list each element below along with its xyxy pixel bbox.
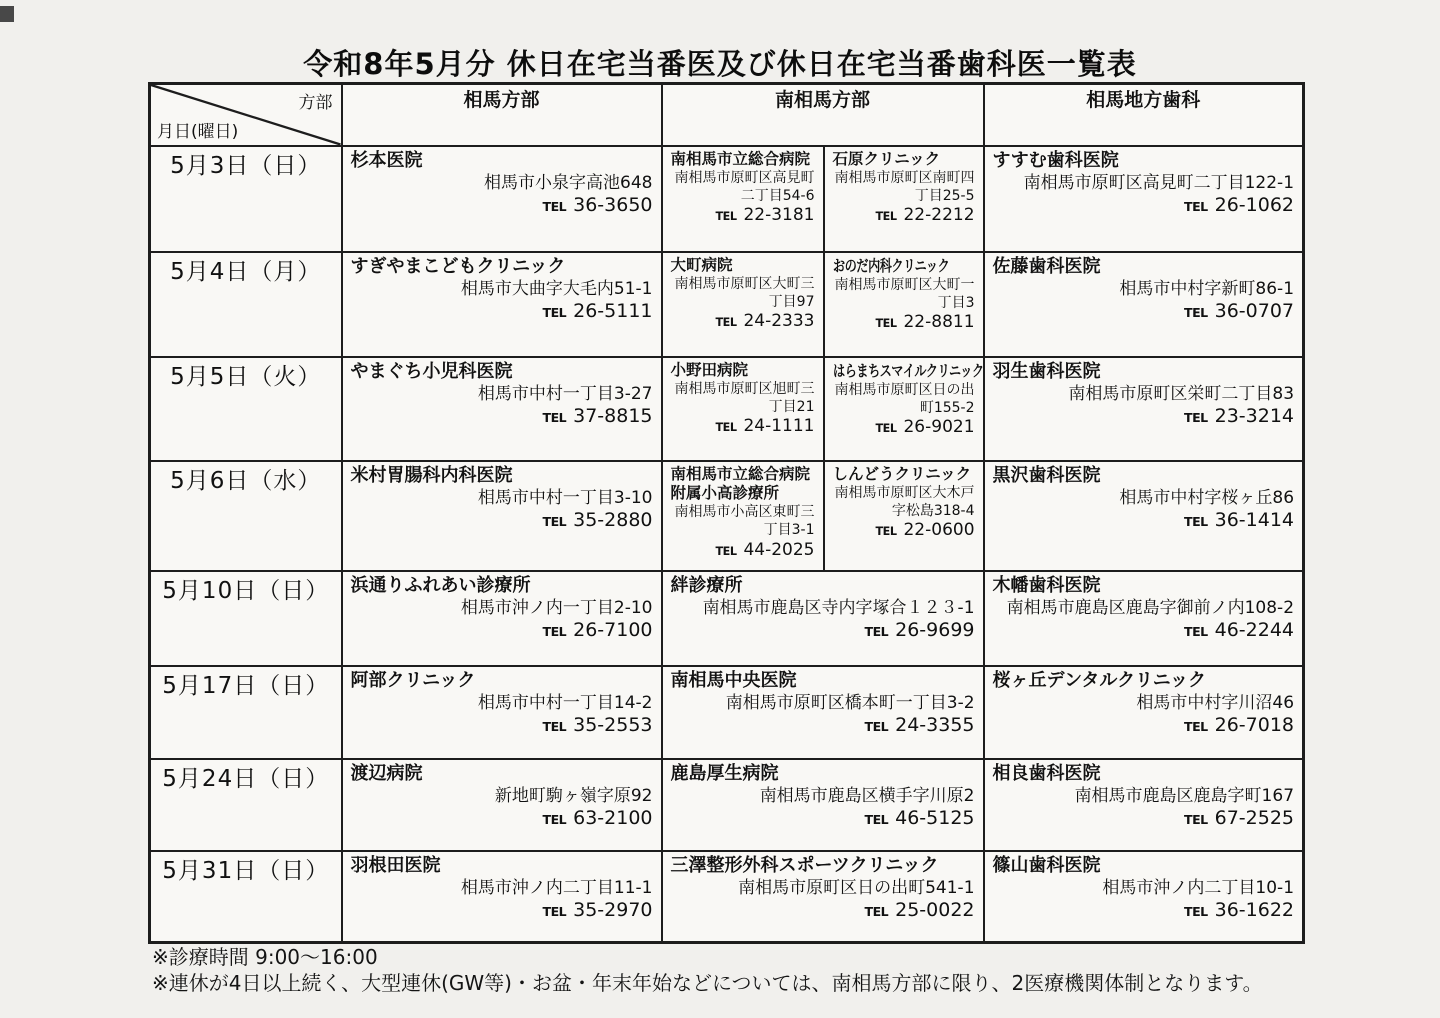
tel-number: 35-2970 bbox=[573, 899, 653, 922]
tel-label: TEL bbox=[864, 719, 889, 735]
clinic-address: 相馬市沖ノ内二丁目11-1 bbox=[460, 878, 653, 898]
clinic-tel bbox=[993, 194, 1295, 216]
clinic-name: 南相馬市立総合病院附属小高診療所 bbox=[670, 464, 811, 502]
clinic-cell-minamisoma bbox=[662, 759, 984, 851]
clinic-name: 絆診療所 bbox=[670, 574, 743, 596]
tel-label: TEL bbox=[542, 904, 567, 920]
clinic-tel bbox=[993, 714, 1295, 736]
tel-number: 26-9699 bbox=[895, 619, 975, 642]
clinic-name: 桜ヶ丘デンタルクリニック bbox=[992, 669, 1206, 691]
clinic-address: 相馬市中村字新町86-1 bbox=[1119, 279, 1295, 299]
tel-number: 26-5111 bbox=[573, 300, 653, 323]
clinic-tel bbox=[351, 807, 653, 829]
clinic-cell-minamisoma-1 bbox=[662, 461, 824, 571]
clinic-name: 篠山歯科医院 bbox=[992, 854, 1101, 876]
clinic-cell-dental bbox=[984, 851, 1304, 943]
clinic-cell-minamisoma bbox=[662, 851, 984, 943]
date-cell: 5月10日（日） bbox=[150, 571, 342, 666]
clinic-tel bbox=[993, 899, 1295, 921]
clinic-name: おのだ内科クリニック bbox=[832, 256, 949, 275]
footnotes bbox=[152, 944, 1263, 997]
tel-number: 22-2212 bbox=[903, 205, 975, 226]
clinic-tel bbox=[993, 509, 1295, 531]
corner-label-date: 月日(曜日) bbox=[157, 121, 239, 142]
tel-label: TEL bbox=[542, 624, 567, 640]
date-cell: 5月4日（月） bbox=[150, 252, 342, 357]
clinic-address: 南相馬市鹿島区寺内字塚合１２３-1 bbox=[702, 598, 975, 618]
clinic-name: 黒沢歯科医院 bbox=[992, 464, 1101, 486]
clinic-tel bbox=[351, 899, 653, 921]
clinic-name: 羽生歯科医院 bbox=[992, 360, 1101, 382]
tel-label: TEL bbox=[715, 316, 737, 330]
footnote-hours: ※診療時間 9:00～16:00 bbox=[152, 945, 378, 969]
clinic-address: 相馬市沖ノ内一丁目2-10 bbox=[460, 598, 653, 618]
clinic-cell-soma bbox=[342, 357, 662, 461]
table-row bbox=[150, 461, 1304, 571]
clinic-cell-minamisoma-1 bbox=[662, 146, 824, 252]
clinic-name: 米村胃腸科内科医院 bbox=[350, 464, 513, 486]
clinic-address: 相馬市中村一丁目14-2 bbox=[477, 693, 653, 713]
clinic-tel bbox=[993, 405, 1295, 427]
tel-label: TEL bbox=[1184, 812, 1208, 828]
table-row bbox=[150, 851, 1304, 943]
clinic-name: 渡辺病院 bbox=[350, 762, 423, 784]
clinic-cell-minamisoma bbox=[662, 666, 984, 759]
clinic-cell-soma bbox=[342, 461, 662, 571]
clinic-cell-minamisoma-2 bbox=[824, 252, 984, 357]
tel-label: TEL bbox=[542, 199, 567, 215]
clinic-address: 相馬市中村一丁目3-10 bbox=[477, 488, 653, 508]
clinic-address: 南相馬市原町区南町四丁目25-5 bbox=[834, 169, 975, 205]
clinic-tel bbox=[351, 714, 653, 736]
tel-label: TEL bbox=[875, 525, 897, 539]
page-title: 令和8年5月分 休日在宅当番医及び休日在宅当番歯科医一覧表 bbox=[303, 47, 1137, 81]
clinic-cell-dental bbox=[984, 146, 1304, 252]
clinic-tel bbox=[671, 205, 815, 225]
tel-label: TEL bbox=[715, 210, 737, 224]
clinic-name: 石原クリニック bbox=[832, 149, 941, 168]
tel-label: TEL bbox=[542, 514, 567, 530]
clinic-address: 南相馬市原町区橋本町一丁目3-2 bbox=[725, 693, 975, 713]
clinic-cell-soma bbox=[342, 146, 662, 252]
column-header-soma: 相馬方部 bbox=[342, 84, 662, 146]
clinic-name: 浜通りふれあい診療所 bbox=[350, 574, 531, 596]
tel-number: 67-2525 bbox=[1214, 807, 1295, 830]
clinic-address: 南相馬市原町区大木戸字松島318-4 bbox=[834, 484, 975, 520]
clinic-name: 相良歯科医院 bbox=[992, 762, 1101, 784]
clinic-cell-minamisoma-1 bbox=[662, 357, 824, 461]
tel-label: TEL bbox=[715, 421, 737, 435]
clinic-cell-soma bbox=[342, 759, 662, 851]
tel-label: TEL bbox=[875, 210, 897, 224]
date-cell: 5月31日（日） bbox=[150, 851, 342, 943]
tel-number: 26-7018 bbox=[1214, 714, 1295, 737]
tel-label: TEL bbox=[715, 544, 737, 558]
clinic-cell-minamisoma-2 bbox=[824, 357, 984, 461]
date-cell: 5月6日（水） bbox=[150, 461, 342, 571]
date-cell: 5月3日（日） bbox=[150, 146, 342, 252]
clinic-tel bbox=[993, 619, 1295, 641]
tel-label: TEL bbox=[1184, 514, 1208, 530]
tel-label: TEL bbox=[875, 317, 897, 331]
tel-number: 26-9021 bbox=[903, 417, 975, 438]
clinic-address: 相馬市大曲字大毛内51-1 bbox=[460, 279, 653, 299]
clinic-name: しんどうクリニック bbox=[832, 464, 972, 483]
clinic-tel bbox=[671, 619, 975, 641]
tel-label: TEL bbox=[1184, 904, 1208, 920]
table-row bbox=[150, 252, 1304, 357]
clinic-tel bbox=[351, 194, 653, 216]
tel-number: 26-7100 bbox=[573, 619, 653, 642]
clinic-address: 南相馬市原町区栄町二丁目83 bbox=[1068, 384, 1295, 404]
corner-label-region: 方部 bbox=[298, 93, 333, 113]
clinic-tel bbox=[671, 416, 815, 436]
clinic-tel bbox=[671, 311, 815, 331]
clinic-address: 相馬市小泉字高池648 bbox=[484, 173, 653, 193]
tel-label: TEL bbox=[1184, 719, 1208, 735]
tel-number: 36-1622 bbox=[1214, 899, 1295, 922]
clinic-cell-dental bbox=[984, 357, 1304, 461]
tel-number: 22-3181 bbox=[743, 205, 815, 226]
footnote-holiday-policy: ※連休が4日以上続く、大型連休(GW等)・お盆・年末年始などについては、南相馬方部に限り、2医療機関体制となります。 bbox=[152, 971, 1263, 996]
clinic-name: すぎやまこどもクリニック bbox=[350, 255, 566, 277]
tel-number: 24-1111 bbox=[743, 416, 815, 437]
tel-label: TEL bbox=[1184, 624, 1208, 640]
table-row bbox=[150, 357, 1304, 461]
tel-label: TEL bbox=[864, 624, 889, 640]
column-header-dental: 相馬地方歯科 bbox=[984, 84, 1304, 146]
clinic-address: 南相馬市原町区旭町三丁目21 bbox=[674, 380, 815, 416]
tel-label: TEL bbox=[864, 812, 889, 828]
clinic-cell-minamisoma bbox=[662, 571, 984, 666]
clinic-address: 南相馬市小高区東町三丁目3-1 bbox=[674, 504, 815, 539]
tel-number: 35-2880 bbox=[573, 509, 653, 532]
clinic-name: 小野田病院 bbox=[670, 360, 749, 379]
clinic-cell-minamisoma-2 bbox=[824, 461, 984, 571]
clinic-tel bbox=[993, 300, 1295, 322]
clinic-address: 南相馬市原町区高見町二丁目54-6 bbox=[674, 169, 815, 205]
tel-number: 63-2100 bbox=[573, 807, 653, 830]
clinic-name: 羽根田医院 bbox=[350, 854, 441, 876]
clinic-address: 南相馬市鹿島区鹿島字御前ノ内108-2 bbox=[1006, 598, 1295, 618]
date-cell: 5月5日（火） bbox=[150, 357, 342, 461]
table-row bbox=[150, 571, 1304, 666]
date-cell: 5月24日（日） bbox=[150, 759, 342, 851]
clinic-cell-dental bbox=[984, 252, 1304, 357]
clinic-cell-dental bbox=[984, 571, 1304, 666]
tel-label: TEL bbox=[542, 812, 567, 828]
clinic-name: 三澤整形外科スポーツクリニック bbox=[670, 854, 939, 876]
clinic-name: やまぐち小児科医院 bbox=[350, 360, 513, 382]
clinic-tel bbox=[833, 312, 975, 332]
clinic-tel bbox=[833, 520, 975, 540]
clinic-address: 相馬市沖ノ内二丁目10-1 bbox=[1102, 878, 1295, 898]
clinic-cell-minamisoma-1 bbox=[662, 252, 824, 357]
clinic-name: 阿部クリニック bbox=[350, 669, 476, 691]
clinic-address: 南相馬市鹿島区横手字川原2 bbox=[759, 786, 975, 806]
clinic-tel bbox=[671, 807, 975, 829]
tel-number: 36-1414 bbox=[1214, 509, 1295, 532]
clinic-tel bbox=[993, 807, 1295, 829]
clinic-address: 相馬市中村一丁目3-27 bbox=[477, 384, 653, 404]
tel-number: 36-3650 bbox=[573, 194, 653, 217]
duty-doctor-table bbox=[148, 82, 1305, 944]
clinic-cell-dental bbox=[984, 461, 1304, 571]
clinic-name: 南相馬中央医院 bbox=[670, 669, 797, 691]
tel-number: 23-3214 bbox=[1214, 405, 1295, 428]
clinic-tel bbox=[351, 300, 653, 322]
clinic-name: すすむ歯科医院 bbox=[992, 149, 1119, 171]
clinic-name: 鹿島厚生病院 bbox=[670, 762, 779, 784]
tel-label: TEL bbox=[542, 719, 567, 735]
clinic-tel bbox=[671, 714, 975, 736]
clinic-name: 杉本医院 bbox=[350, 149, 423, 171]
clinic-cell-soma bbox=[342, 252, 662, 357]
clinic-address: 南相馬市原町区高見町二丁目122-1 bbox=[1023, 173, 1295, 193]
column-header-minamisoma: 南相馬方部 bbox=[662, 84, 984, 146]
tel-label: TEL bbox=[875, 422, 897, 436]
clinic-address: 南相馬市原町区大町三丁目97 bbox=[674, 275, 815, 311]
clinic-tel bbox=[351, 619, 653, 641]
clinic-tel bbox=[351, 509, 653, 531]
clinic-cell-dental bbox=[984, 666, 1304, 759]
clinic-cell-dental bbox=[984, 759, 1304, 851]
corner-header-cell bbox=[150, 84, 342, 146]
clinic-tel bbox=[671, 540, 815, 560]
table-row bbox=[150, 146, 1304, 252]
clinic-address: 相馬市中村字桜ヶ丘86 bbox=[1119, 488, 1295, 508]
tel-label: TEL bbox=[1184, 305, 1208, 321]
tel-number: 37-8815 bbox=[573, 405, 653, 428]
tel-number: 44-2025 bbox=[743, 539, 815, 560]
tel-number: 24-3355 bbox=[895, 714, 975, 737]
tel-label: TEL bbox=[1184, 199, 1208, 215]
clinic-tel bbox=[833, 417, 975, 437]
clinic-address: 南相馬市原町区日の出町541-1 bbox=[738, 878, 975, 898]
clinic-cell-minamisoma-2 bbox=[824, 146, 984, 252]
tel-number: 24-2333 bbox=[743, 311, 815, 332]
table-header-row bbox=[150, 84, 1304, 146]
clinic-address: 新地町駒ヶ嶺字原92 bbox=[494, 786, 653, 806]
tel-number: 22-0600 bbox=[903, 520, 975, 541]
tel-label: TEL bbox=[542, 305, 567, 321]
clinic-address: 相馬市中村字川沼46 bbox=[1136, 693, 1295, 713]
clinic-address: 南相馬市原町区大町一丁目3 bbox=[834, 276, 975, 312]
clinic-address: 南相馬市原町区日の出町155-2 bbox=[834, 381, 975, 417]
clinic-name: 大町病院 bbox=[670, 255, 733, 274]
clinic-address: 南相馬市鹿島区鹿島字町167 bbox=[1074, 786, 1295, 806]
clinic-name: はらまちスマイルクリニック bbox=[832, 361, 984, 380]
tel-number: 35-2553 bbox=[573, 714, 653, 737]
clinic-name: 佐藤歯科医院 bbox=[992, 255, 1101, 277]
tel-label: TEL bbox=[1184, 410, 1208, 426]
tel-number: 36-0707 bbox=[1214, 300, 1295, 323]
clinic-cell-soma bbox=[342, 571, 662, 666]
tel-number: 26-1062 bbox=[1214, 194, 1295, 217]
table-row bbox=[150, 759, 1304, 851]
tel-number: 46-2244 bbox=[1214, 619, 1295, 642]
clinic-tel bbox=[833, 205, 975, 225]
tel-number: 22-8811 bbox=[903, 312, 975, 333]
date-cell: 5月17日（日） bbox=[150, 666, 342, 759]
tel-number: 25-0022 bbox=[895, 899, 975, 922]
clinic-cell-soma bbox=[342, 666, 662, 759]
table-row bbox=[150, 666, 1304, 759]
clinic-cell-soma bbox=[342, 851, 662, 943]
tel-number: 46-5125 bbox=[895, 807, 975, 830]
clinic-tel bbox=[671, 899, 975, 921]
clinic-name: 木幡歯科医院 bbox=[992, 574, 1101, 596]
tel-label: TEL bbox=[542, 410, 567, 426]
tel-label: TEL bbox=[864, 904, 889, 920]
clinic-tel bbox=[351, 405, 653, 427]
clinic-name: 南相馬市立総合病院 bbox=[670, 149, 811, 168]
